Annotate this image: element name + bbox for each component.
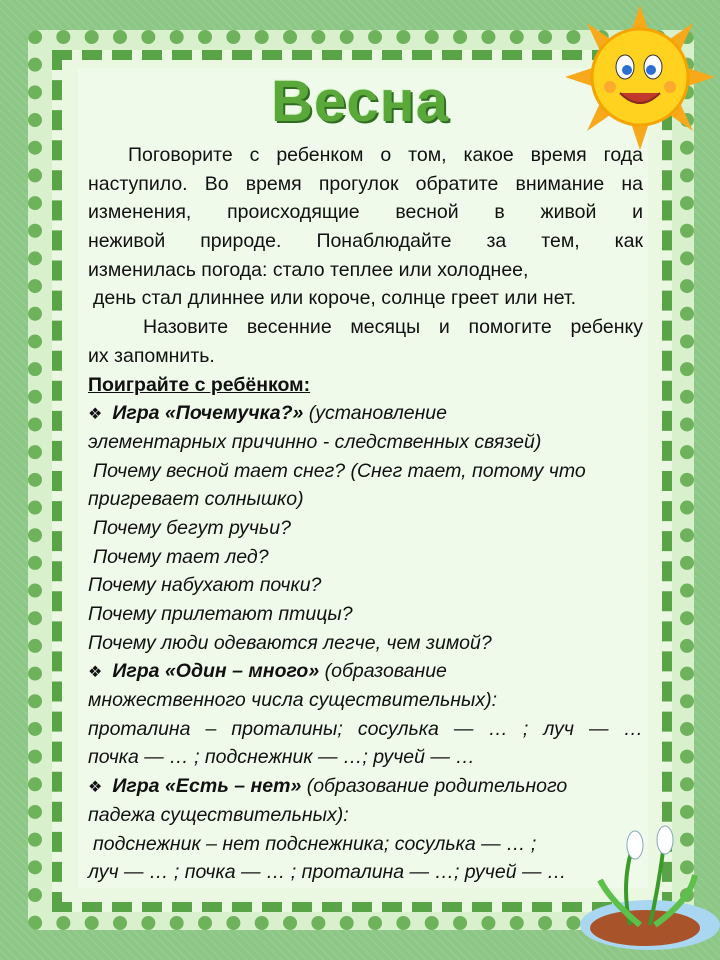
text-line xyxy=(88,198,643,227)
text-line xyxy=(88,141,643,170)
text-line xyxy=(88,313,643,342)
text-segment: Игра «Почемучка?» xyxy=(112,402,304,425)
text-line xyxy=(88,284,643,313)
text-line xyxy=(88,514,643,543)
diamond-bullet-icon: ❖ xyxy=(88,779,103,797)
text-line xyxy=(88,801,643,830)
text-segment: Поговорите с ребенком о том, какое время года xyxy=(128,144,643,166)
text-line xyxy=(88,571,643,600)
text-segment: (образование родительного xyxy=(301,775,568,798)
text-segment: Поиграйте с ребёнком: xyxy=(88,373,311,396)
text-segment: почка — … ; подснежник — …; ручей — … xyxy=(88,746,475,769)
text-segment: Почему бегут ручьи? xyxy=(93,516,291,539)
text-segment: Почему прилетают птицы? xyxy=(88,603,353,625)
text-segment: Почему набухают почки? xyxy=(88,574,322,597)
text-segment: Почему люди одеваются легче, чем зимой? xyxy=(88,631,492,654)
text-segment: проталина – проталины; сосулька — … ; луч — … xyxy=(88,717,643,740)
text-segment: Назовите весенние месяцы и помогите ребенку xyxy=(143,316,643,339)
text-segment: (образование xyxy=(319,660,447,683)
text-segment: их запомнить. xyxy=(88,344,215,367)
text-line xyxy=(88,170,643,199)
text-segment: элементарных причинно - следственных связей) xyxy=(88,430,542,453)
game-heading-line xyxy=(88,657,643,686)
text-segment: Игра «Один – много» xyxy=(112,660,320,683)
text-segment: Почему тает лед? xyxy=(93,545,269,568)
text-line xyxy=(88,715,643,744)
text-segment: луч — … ; почка — … ; проталина — …; ручей — … xyxy=(88,861,567,884)
text-line xyxy=(88,543,643,572)
body-text xyxy=(88,141,643,887)
text-line xyxy=(88,428,643,457)
text-line xyxy=(88,858,643,887)
text-line xyxy=(88,227,643,256)
diamond-bullet-icon: ❖ xyxy=(88,406,103,424)
diamond-bullet-icon: ❖ xyxy=(88,664,103,682)
text-line xyxy=(88,686,643,715)
text-segment: изменилась погода: стало теплее или холоднее, xyxy=(88,258,529,281)
text-segment: падежа существительных): xyxy=(88,803,349,826)
text-line xyxy=(88,256,643,285)
text-line xyxy=(88,457,643,486)
text-segment: изменения, происходящие весной в живой и xyxy=(88,201,643,224)
game-heading-line xyxy=(88,399,643,428)
page-title: Весна xyxy=(271,69,449,134)
text-segment: пригревает солнышко) xyxy=(88,488,304,511)
text-line xyxy=(88,485,643,514)
game-heading-line xyxy=(88,772,643,801)
text-line xyxy=(88,743,643,772)
text-segment: наступило. Во время прогулок обратите внимание на xyxy=(88,172,643,195)
text-line xyxy=(88,629,643,658)
text-segment: множественного числа существительных): xyxy=(88,689,498,712)
text-line xyxy=(88,342,643,371)
text-line xyxy=(88,830,643,859)
sun-icon xyxy=(565,5,715,150)
text-line xyxy=(88,371,643,400)
text-segment: неживой природе. Понаблюдайте за тем, как xyxy=(88,230,643,253)
text-segment: Почему весной тает снег? (Снег тает, потому что xyxy=(93,459,586,482)
text-segment: Игра «Есть – нет» xyxy=(112,775,302,798)
text-line xyxy=(88,600,643,629)
text-segment: подснежник – нет подснежника; сосулька — … ; xyxy=(93,832,537,855)
text-segment: (установление xyxy=(303,402,447,425)
text-segment: день стал длиннее или короче, солнце греет или нет. xyxy=(93,287,577,310)
